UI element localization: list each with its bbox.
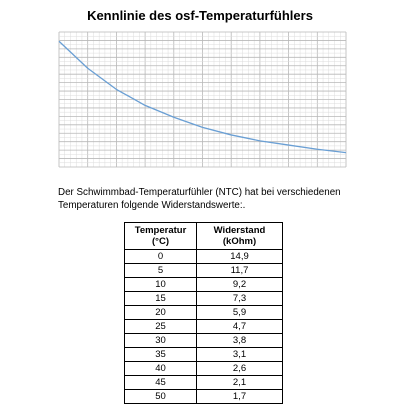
cell-temperature: 40 (125, 362, 197, 376)
table-row (125, 390, 283, 404)
table-row (125, 348, 283, 362)
cell-resistance: 3,8 (197, 334, 283, 348)
table-row (125, 292, 283, 306)
table-header-row (125, 223, 283, 250)
intro-text: Der Schwimmbad-Temperaturfühler (NTC) hat bei verschiedenen Temperaturen folgende Widerstandswerte:. (58, 187, 341, 211)
table-row (125, 264, 283, 278)
table-row (125, 306, 283, 320)
cell-resistance: 7,3 (197, 292, 283, 306)
cell-resistance: 1,7 (197, 390, 283, 404)
cell-temperature: 50 (125, 390, 197, 404)
cell-resistance: 2,1 (197, 376, 283, 390)
cell-resistance: 3,1 (197, 348, 283, 362)
cell-temperature: 30 (125, 334, 197, 348)
header-resistance: Widerstand (kOhm) (197, 223, 283, 250)
resistance-table (124, 222, 283, 404)
cell-temperature: 45 (125, 376, 197, 390)
cell-temperature: 0 (125, 250, 197, 264)
cell-resistance: 5,9 (197, 306, 283, 320)
cell-temperature: 5 (125, 264, 197, 278)
header-temperature: Temperatur (°C) (125, 223, 197, 250)
cell-resistance: 9,2 (197, 278, 283, 292)
cell-temperature: 25 (125, 320, 197, 334)
table-row (125, 250, 283, 264)
cell-temperature: 20 (125, 306, 197, 320)
page-title: Kennlinie des osf-Temperaturfühlers (87, 8, 313, 23)
cell-temperature: 15 (125, 292, 197, 306)
table-row (125, 362, 283, 376)
cell-resistance: 2,6 (197, 362, 283, 376)
table-row (125, 278, 283, 292)
cell-resistance: 14,9 (197, 250, 283, 264)
cell-temperature: 35 (125, 348, 197, 362)
resistance-chart (0, 0, 400, 180)
table-row (125, 376, 283, 390)
cell-resistance: 11,7 (197, 264, 283, 278)
table-row (125, 334, 283, 348)
table-row (125, 320, 283, 334)
cell-temperature: 10 (125, 278, 197, 292)
cell-resistance: 4,7 (197, 320, 283, 334)
